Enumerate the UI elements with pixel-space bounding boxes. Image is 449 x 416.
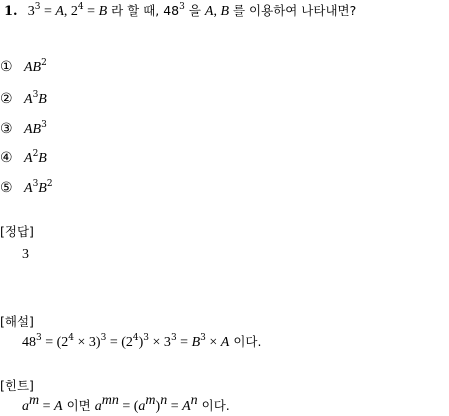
hint-x1: m	[29, 393, 40, 408]
exp-t4: = (2	[106, 335, 133, 350]
option-4-base1: A	[24, 151, 33, 166]
q-exp-4: 4	[77, 2, 84, 12]
option-2-marker: ②	[0, 91, 13, 107]
hint-a3: a	[138, 399, 146, 414]
option-1[interactable]	[0, 59, 47, 76]
hint-t3: = (	[118, 399, 139, 414]
question-line	[4, 3, 356, 20]
option-1-exp1: 2	[41, 58, 47, 68]
q-var-b: B	[98, 4, 108, 19]
option-4-base2: B	[38, 151, 47, 166]
hint-label: [힌트]	[0, 378, 34, 393]
exp-t7: =	[176, 335, 192, 350]
q-eq-2: =	[83, 4, 99, 19]
exp-var-a: A	[220, 335, 230, 350]
exp-e6: 3	[170, 333, 177, 343]
option-2[interactable]	[0, 91, 47, 108]
option-5-base1: A	[24, 181, 33, 196]
option-4-marker: ④	[0, 150, 13, 166]
exp-e1: 3	[36, 333, 42, 343]
option-5[interactable]	[0, 180, 53, 197]
explanation-equation	[22, 334, 261, 351]
exp-e5: 3	[143, 333, 150, 343]
option-3-base1: AB	[24, 122, 42, 137]
exp-e4: 4	[132, 333, 139, 343]
q-var-b2: B	[220, 4, 230, 19]
exp-e3: 3	[100, 333, 107, 343]
exp-t6: × 3	[149, 335, 171, 350]
option-2-base1: A	[24, 92, 33, 107]
q-base-3: 3	[27, 4, 35, 19]
q-eq-1: =	[40, 4, 56, 19]
exp-e2: 4	[68, 333, 75, 343]
hint-t4: )	[155, 399, 161, 414]
exp-t1: 48	[22, 335, 36, 350]
hint-var-a2: A	[182, 399, 191, 414]
q-text-mid: 라 할 때, 48	[107, 3, 180, 18]
q-base-2: , 2	[63, 4, 78, 19]
hint-var-a: A	[54, 399, 63, 414]
option-5-marker: ⑤	[0, 180, 13, 196]
option-4-exp1: 2	[32, 149, 39, 159]
option-4[interactable]	[0, 150, 47, 167]
hint-equation	[22, 393, 230, 415]
hint-a2: a	[94, 399, 102, 414]
option-3[interactable]	[0, 121, 47, 138]
q-var-a2: A	[204, 4, 214, 19]
option-2-base2: B	[38, 92, 47, 107]
exp-t2: = (2	[41, 335, 69, 350]
answer-value: 3	[22, 247, 29, 262]
hint-x3: m	[145, 393, 156, 408]
q-comma: ,	[213, 4, 221, 19]
hint-x2: mn	[101, 393, 119, 408]
option-1-marker: ①	[0, 59, 13, 75]
exp-e7: 3	[200, 333, 206, 343]
exp-t5: )	[138, 335, 144, 350]
exp-t3: × 3)	[74, 335, 101, 350]
hint-a1: a	[22, 399, 29, 414]
option-1-base1: AB	[24, 60, 42, 75]
hint-t1: =	[39, 399, 55, 414]
q-exp-3: 3	[34, 2, 41, 12]
option-5-exp1: 3	[32, 179, 39, 189]
hint-t2: 이면	[62, 398, 95, 413]
option-5-exp2: 2	[46, 179, 53, 189]
hint-t6: 이다.	[197, 398, 230, 413]
answer-label: [정답]	[0, 224, 34, 239]
option-3-marker: ③	[0, 121, 13, 137]
explanation-label: [해설]	[0, 314, 34, 329]
option-5-base2: B	[38, 181, 47, 196]
option-2-exp1: 3	[32, 90, 39, 100]
q-exp-3b: 3	[179, 2, 185, 12]
hint-x4: n	[160, 393, 168, 408]
q-text-eul: 을	[184, 3, 205, 18]
option-3-exp1: 3	[41, 120, 47, 130]
exp-var-b: B	[191, 335, 201, 350]
exp-t9: 이다.	[229, 334, 262, 349]
q-text-end: 를 이용하여 나타내면?	[229, 3, 357, 18]
question-number: 1.	[4, 4, 18, 19]
hint-t5: =	[167, 399, 183, 414]
exp-t8: ×	[205, 335, 221, 350]
hint-x5: n	[190, 393, 198, 408]
q-var-a: A	[55, 4, 64, 19]
